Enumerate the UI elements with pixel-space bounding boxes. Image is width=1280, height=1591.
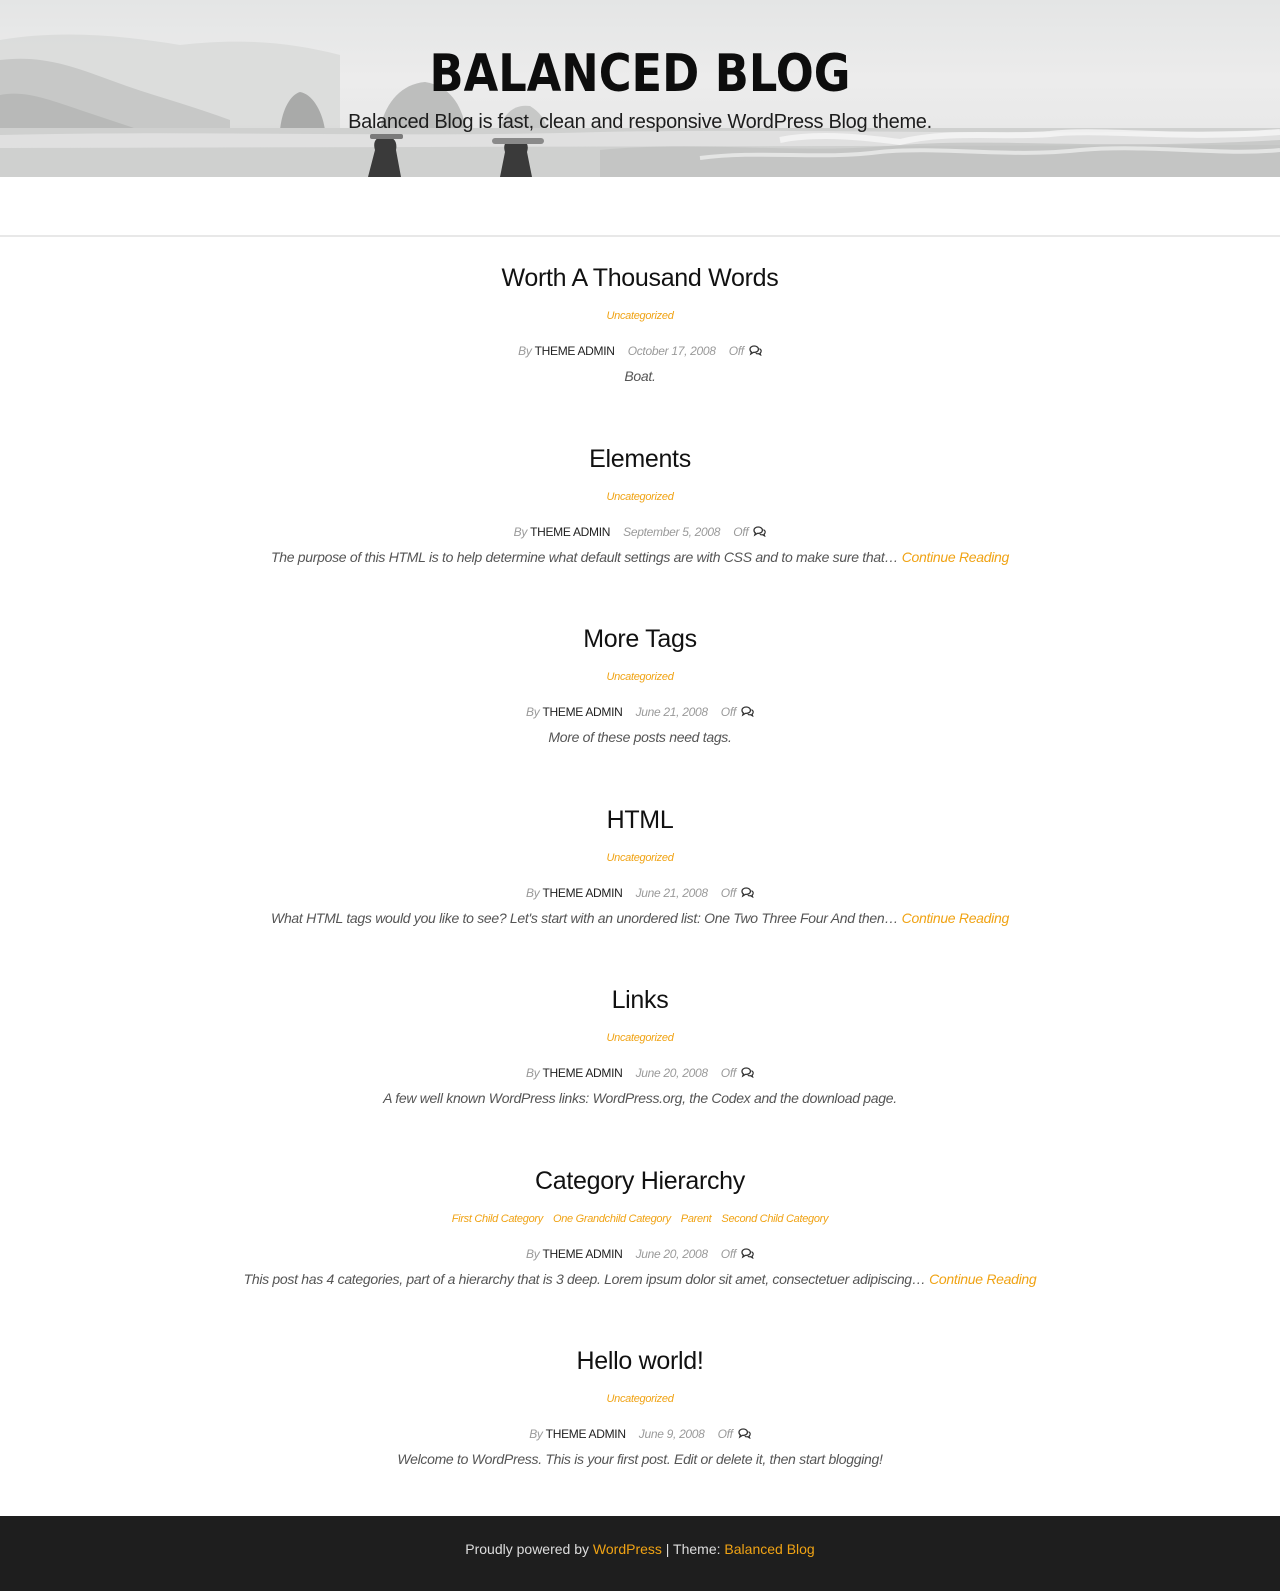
post-item-7 [0,1320,1280,1501]
post-by-label: By [526,705,540,719]
post-excerpt-text: More of these posts need tags. [548,729,732,745]
post-excerpt [0,729,1280,745]
footer-wordpress-link[interactable]: WordPress [592,1541,662,1557]
post-author-link[interactable]: THEME ADMIN [542,885,623,900]
post-by-label: By [518,344,532,358]
comments-icon [741,706,754,717]
post-comments-status: Off [717,1427,733,1441]
post-category-link[interactable]: First Child Category [451,1212,543,1225]
post-excerpt-text: This post has 4 categories, part of a hierarchy that is 3 deep. Lorem ipsum dolor sit amet, consectetuer adipiscing… [243,1270,926,1287]
comments-icon [738,1428,751,1439]
post-by-label: By [513,524,528,539]
post-category-link[interactable]: Parent [680,1212,712,1225]
site-header [0,0,1280,177]
footer-theme-link[interactable]: Balanced Blog [724,1541,815,1557]
post-author-link[interactable]: THEME ADMIN [545,1427,626,1441]
post-meta [0,705,1280,719]
post-item-5 [0,959,1280,1140]
post-categories [0,310,1280,322]
post-excerpt [0,1271,1280,1287]
post-comments-status: Off [720,1066,736,1080]
post-categories [0,1393,1280,1405]
comments-icon [741,1067,754,1078]
post-author-link[interactable]: THEME ADMIN [542,1246,623,1261]
post-comments-status: Off [728,344,744,358]
post-excerpt [0,1090,1280,1106]
post-item-2 [0,418,1280,599]
post-category-link[interactable]: Uncategorized [606,1393,674,1405]
site-title[interactable]: BALANCED BLOG [429,44,851,104]
post-by-label: By [526,1246,540,1261]
post-author-link[interactable]: THEME ADMIN [542,705,623,719]
post-excerpt-text: What HTML tags would you like to see? Let's start with an unordered list: One Two Three Four And then… [271,909,899,926]
footer-theme-label: | Theme: [665,1541,721,1557]
post-category-link[interactable]: One Grandchild Category [552,1212,671,1225]
post-category-link[interactable]: Uncategorized [606,851,674,864]
post-by-label: By [526,1066,540,1080]
post-author-link[interactable]: THEME ADMIN [534,344,615,358]
main-navigation [0,177,1280,237]
post-title[interactable]: Worth A Thousand Words [501,264,779,292]
post-meta [0,1066,1280,1080]
post-title[interactable]: Links [611,986,669,1014]
site-description: Balanced Blog is fast, clean and responsive WordPress Blog theme. [348,111,932,133]
post-comments-status: Off [733,524,749,539]
post-meta [0,525,1280,539]
comments-icon [753,526,766,537]
post-title[interactable]: Hello world! [576,1347,704,1375]
continue-reading-link[interactable]: Continue Reading [901,548,1010,565]
post-date: June 21, 2008 [635,885,708,900]
post-item-3 [0,598,1280,779]
post-category-link[interactable]: Uncategorized [606,1032,674,1044]
post-excerpt [0,368,1280,384]
footer-powered-label: Proudly powered by [465,1541,590,1557]
post-item-1 [0,237,1280,418]
comments-icon [749,345,762,356]
post-category-link[interactable]: Uncategorized [606,490,674,503]
post-meta [0,1247,1280,1261]
post-excerpt-text: The purpose of this HTML is to help determine what default settings are with CSS and to make sure that… [270,548,899,565]
post-meta [0,886,1280,900]
post-categories [0,852,1280,864]
post-category-link[interactable]: Uncategorized [606,671,674,683]
post-categories [0,1032,1280,1044]
post-categories [0,1213,1280,1225]
post-date: June 20, 2008 [635,1246,708,1261]
post-categories [0,671,1280,683]
post-date: September 5, 2008 [623,524,721,539]
post-excerpt-text: A few well known WordPress links: WordPress.org, the Codex and the download page. [383,1090,897,1106]
post-comments-status: Off [720,705,736,719]
post-excerpt [0,549,1280,565]
post-title[interactable]: Category Hierarchy [535,1166,745,1195]
comments-icon [741,887,754,898]
post-categories [0,491,1280,503]
post-excerpt-text: Welcome to WordPress. This is your first post. Edit or delete it, then start blogging! [397,1451,883,1467]
post-meta [0,344,1280,358]
post-comments-status: Off [720,1246,736,1261]
post-date: June 21, 2008 [635,705,708,719]
post-list [0,237,1280,1501]
post-excerpt [0,910,1280,926]
post-date: June 20, 2008 [635,1066,708,1080]
post-item-6 [0,1140,1280,1321]
post-by-label: By [526,885,540,900]
post-by-label: By [529,1427,543,1441]
post-author-link[interactable]: THEME ADMIN [542,1066,623,1080]
post-date: June 9, 2008 [638,1427,705,1441]
post-excerpt-text: Boat. [624,368,656,384]
post-meta [0,1427,1280,1441]
post-author-link[interactable]: THEME ADMIN [530,524,611,539]
post-category-link[interactable]: Uncategorized [606,310,674,322]
post-title[interactable]: More Tags [583,625,697,653]
post-category-link[interactable]: Second Child Category [721,1212,829,1225]
post-comments-status: Off [720,885,736,900]
continue-reading-link[interactable]: Continue Reading [929,1270,1037,1287]
post-title[interactable]: HTML [606,805,674,834]
comments-icon [741,1248,754,1259]
post-item-4 [0,779,1280,960]
continue-reading-link[interactable]: Continue Reading [901,909,1009,926]
post-date: October 17, 2008 [627,344,716,358]
post-title[interactable]: Elements [589,444,691,473]
site-footer [0,1516,1280,1591]
post-excerpt [0,1451,1280,1467]
